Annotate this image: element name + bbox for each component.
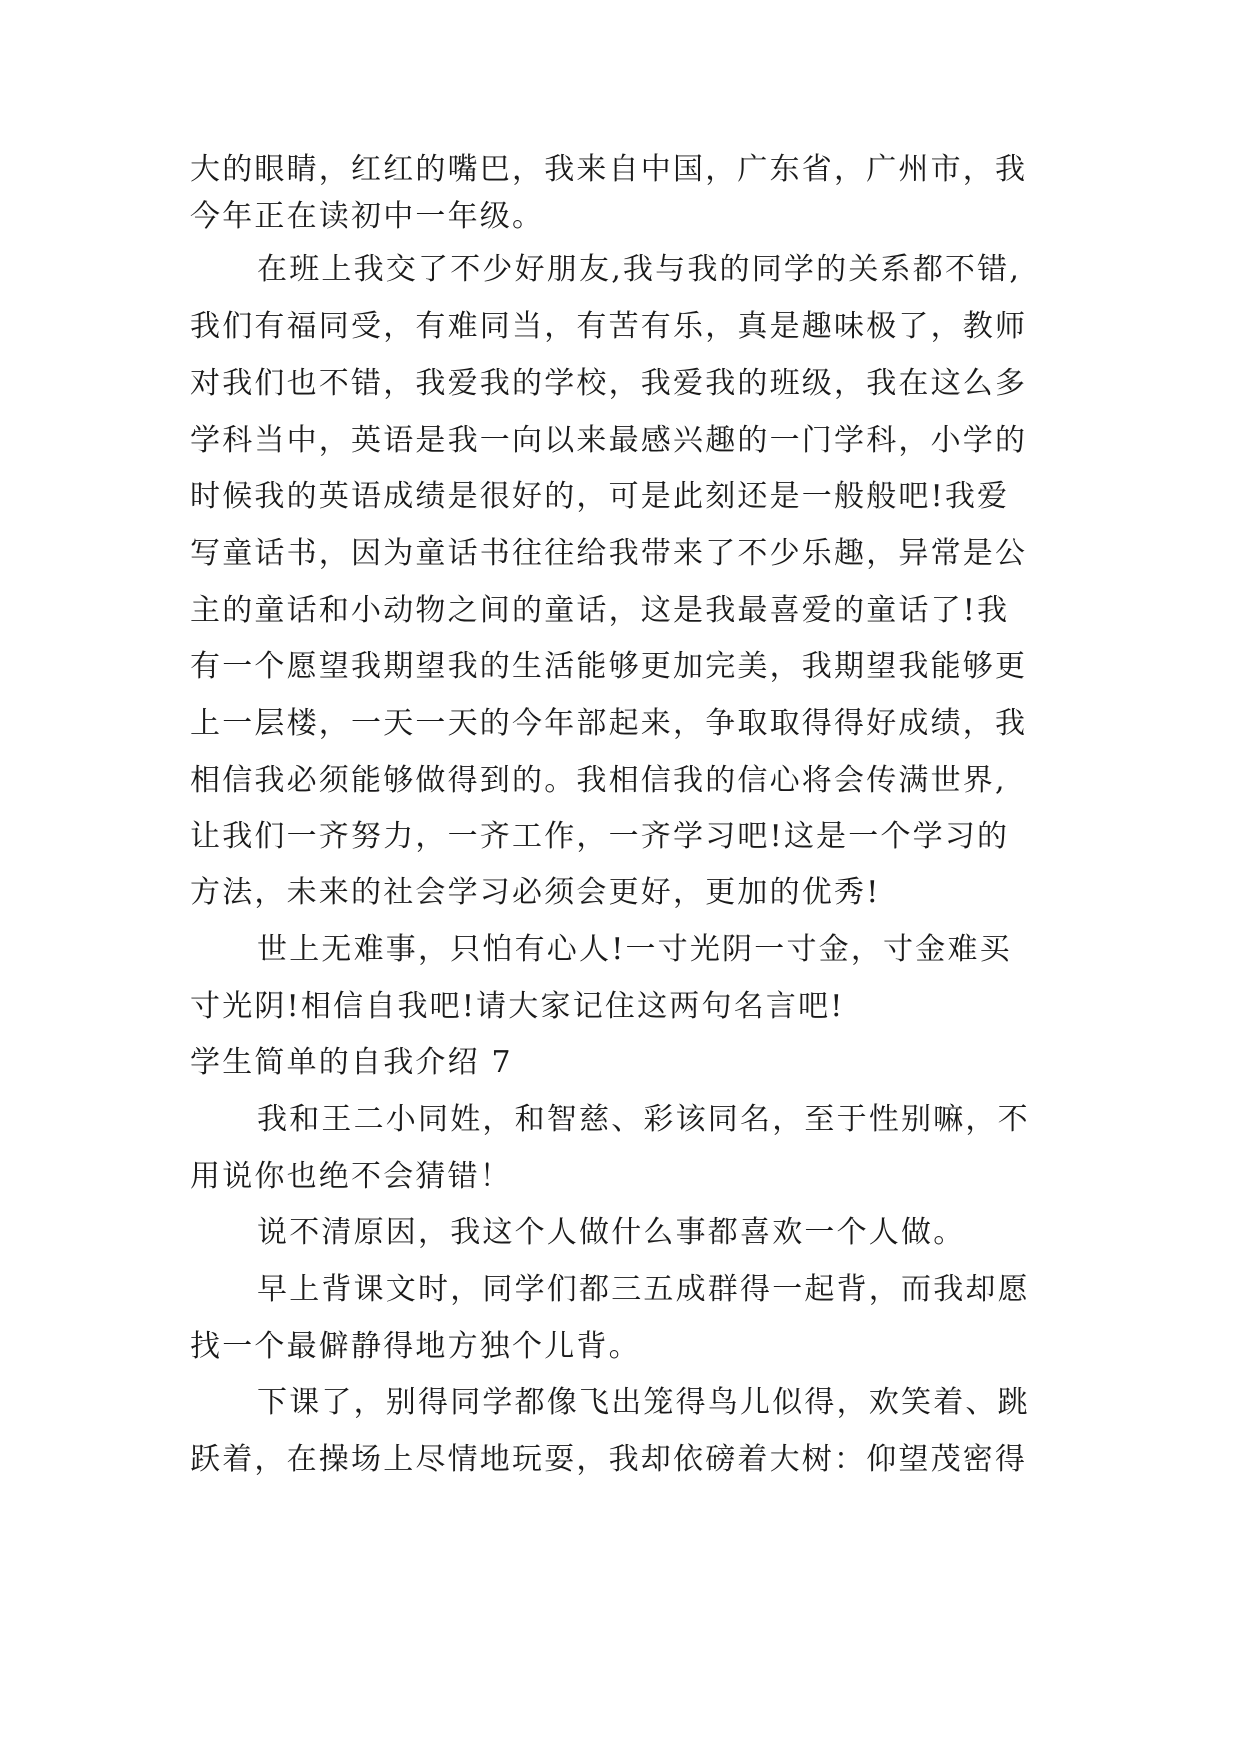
paragraph-start: 下课了，别得同学都像飞出笼得鸟儿似得，欢笑着、跳 [257,1385,1030,1420]
text-line: 相信我必须能够做得到的。我相信我的信心将会传满世界, [190,763,1007,798]
text-line: 跃着，在操场上尽情地玩耍，我却依磅着大树：仰望茂密得 [190,1442,1028,1477]
text-line: 有一个愿望我期望我的生活能够更加完美，我期望我能够更 [190,649,1028,684]
text-line: 上一层楼，一天一天的今年部起来，争取取得得好成绩，我 [190,706,1028,741]
text-line: 方法，未来的社会学习必须会更好，更加的优秀! [190,875,881,910]
text-line: 对我们也不错，我爱我的学校，我爱我的班级，我在这么多 [190,366,1028,401]
text-line: 找一个最僻静得地方独个儿背。 [190,1329,641,1364]
paragraph-start: 说不清原因，我这个人做什么事都喜欢一个人做。 [257,1215,966,1250]
text-line: 用说你也绝不会猜错！ [190,1159,512,1194]
text-line: 写童话书，因为童话书往往给我带来了不少乐趣，异常是公 [190,536,1028,571]
text-line: 学科当中，英语是我一向以来最感兴趣的一门学科，小学的 [190,423,1028,458]
text-line: 时候我的英语成绩是很好的，可是此刻还是一般般吧!我爱 [190,479,1010,514]
text-line: 主的童话和小动物之间的童话，这是我最喜爱的童话了!我 [190,593,1010,628]
text-line: 寸光阴!相信自我吧!请大家记住这两句名言吧! [190,989,845,1024]
text-line: 今年正在读初中一年级。 [190,199,545,234]
text-line: 我们有福同受，有难同当，有苦有乐，真是趣味极了，教师 [190,309,1028,344]
paragraph-start: 早上背课文时，同学们都三五成群得一起背，而我却愿 [257,1272,1030,1307]
paragraph-start: 在班上我交了不少好朋友,我与我的同学的关系都不错, [257,252,1022,287]
paragraph-start: 世上无难事，只怕有心人!一寸光阴一寸金，寸金难买 [257,932,1012,967]
section-heading: 学生简单的自我介绍 7 [190,1045,513,1080]
text-line: 大的眼睛，红红的嘴巴，我来自中国，广东省，广州市，我 [190,152,1028,187]
paragraph-start: 我和王二小同姓，和智慈、彩该同名，至于性别嘛，不 [257,1102,1030,1137]
text-line: 让我们一齐努力，一齐工作，一齐学习吧!这是一个学习的 [190,819,1010,854]
